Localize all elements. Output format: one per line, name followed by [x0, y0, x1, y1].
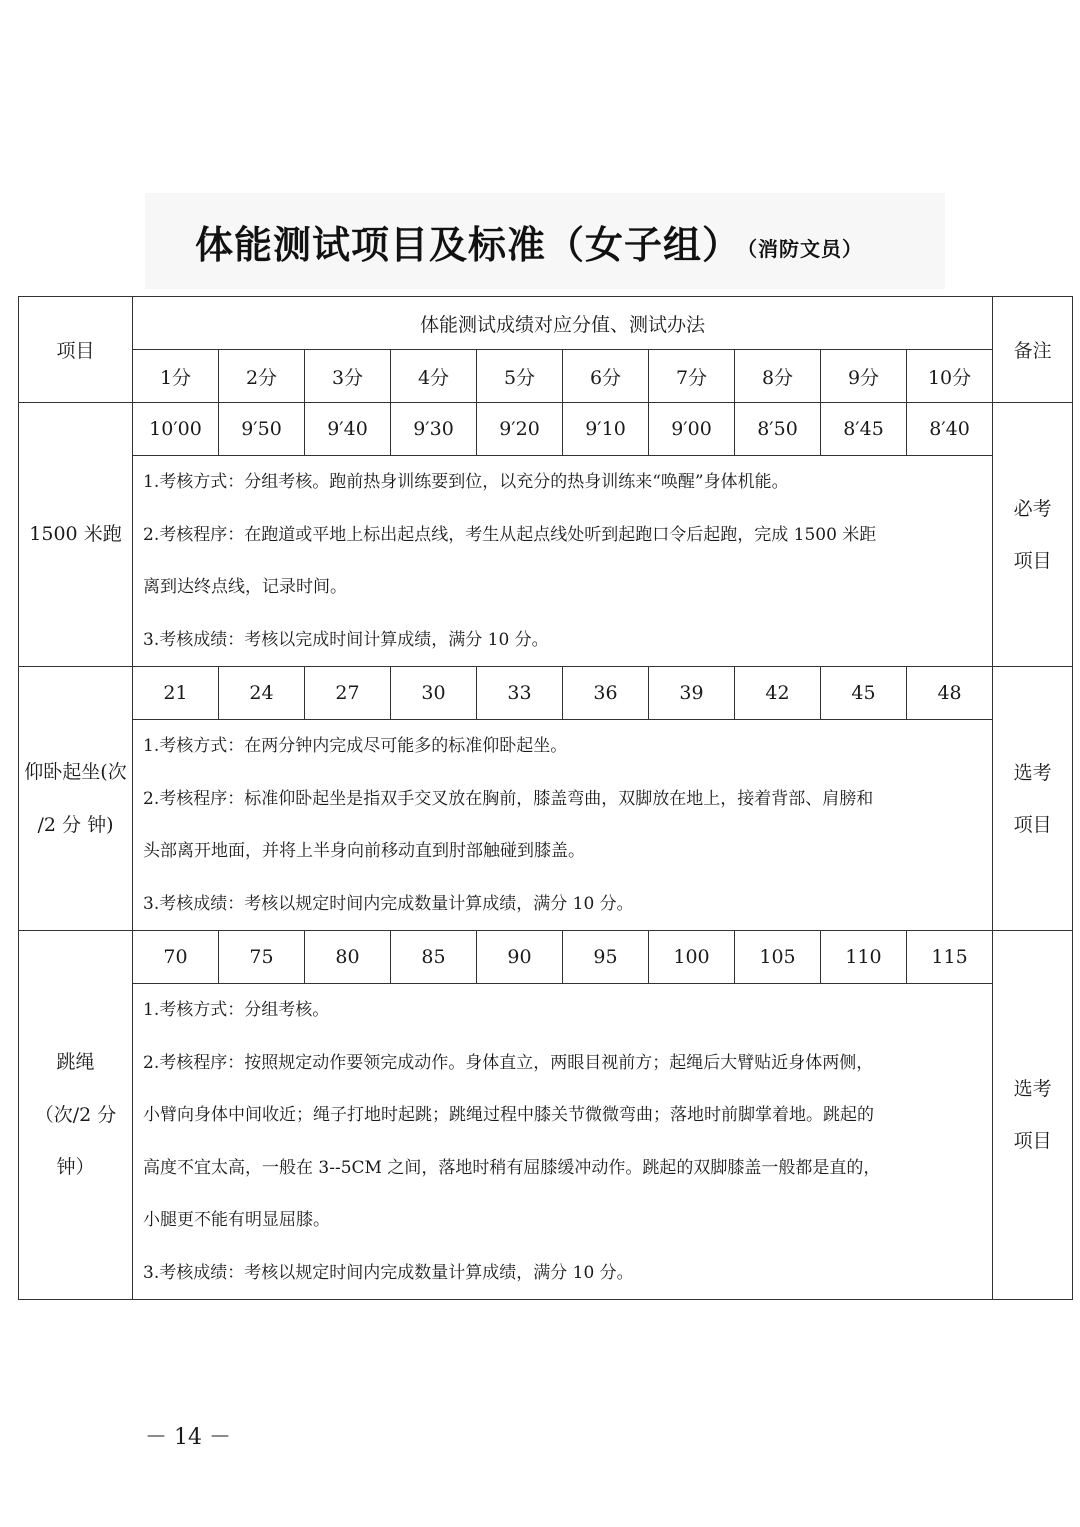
score-value-cell: 95	[563, 931, 649, 984]
score-value-cell: 42	[735, 667, 821, 720]
note-line: 项目	[1013, 1130, 1052, 1152]
note-cell	[993, 403, 1073, 667]
table-body	[19, 297, 1073, 1300]
score-value-cell: 9′20	[477, 403, 563, 456]
score-value-cell: 80	[305, 931, 391, 984]
score-value-cell: 10′00	[133, 403, 219, 456]
score-value-cell: 36	[563, 667, 649, 720]
note-line: 必考	[1013, 497, 1052, 520]
score-value-cell: 48	[907, 667, 993, 720]
item-name-cell	[19, 667, 133, 931]
description-cell	[133, 984, 993, 1300]
description-line: 2.考核程序：按照规定动作要领完成动作。身体直立，两眼目视前方；起绳后大臂贴近身体两侧，	[143, 1052, 874, 1073]
description-line: 1.考核方式：分组考核。跑前热身训练要到位，以充分的热身训练来“唤醒”身体机能。	[143, 472, 789, 492]
item-name-line: 钟）	[56, 1156, 95, 1179]
score-value-cell: 27	[305, 667, 391, 720]
item-name-cell	[19, 931, 133, 1300]
fitness-standards-table	[18, 296, 1073, 1300]
score-value-cell: 70	[133, 931, 219, 984]
header-method-cell: 体能测试成绩对应分值、测试办法	[133, 297, 993, 350]
score-header-cell: 1分	[133, 350, 219, 403]
score-header-cell: 7分	[649, 350, 735, 403]
item-name-line: 跳绳	[56, 1051, 95, 1074]
score-values-row	[19, 403, 1073, 456]
header-note-cell: 备注	[993, 297, 1073, 403]
score-value-cell: 9′40	[305, 403, 391, 456]
score-value-cell: 8′45	[821, 403, 907, 456]
score-value-cell: 33	[477, 667, 563, 720]
score-value-cell: 8′50	[735, 403, 821, 456]
score-header-cell: 4分	[391, 350, 477, 403]
score-value-cell: 8′40	[907, 403, 993, 456]
title-main: 体能测试项目及标准（女子组）	[195, 223, 742, 267]
score-value-cell: 105	[735, 931, 821, 984]
score-value-cell: 110	[821, 931, 907, 984]
item-name-line: 1500 米跑	[29, 523, 122, 546]
score-header-cell: 8分	[735, 350, 821, 403]
score-value-cell: 30	[391, 667, 477, 720]
score-header-cell: 6分	[563, 350, 649, 403]
score-header-row	[19, 350, 1073, 403]
description-line: 3.考核成绩：考核以规定时间内完成数量计算成绩，满分 10 分。	[143, 1262, 634, 1283]
score-value-cell: 9′00	[649, 403, 735, 456]
score-value-cell: 9′50	[219, 403, 305, 456]
note-line: 项目	[1013, 549, 1052, 572]
description-line: 3.考核成绩：考核以规定时间内完成数量计算成绩，满分 10 分。	[143, 893, 634, 914]
score-header-cell: 2分	[219, 350, 305, 403]
score-value-cell: 39	[649, 667, 735, 720]
page-number: － 14 －	[145, 1425, 231, 1450]
description-row	[19, 720, 1073, 931]
description-line: 小腿更不能有明显屈膝。	[143, 1210, 330, 1230]
score-value-cell: 100	[649, 931, 735, 984]
item-name-line: /2 分 钟)	[37, 813, 114, 836]
description-cell	[133, 456, 993, 667]
note-line: 选考	[1013, 761, 1052, 784]
score-values-row	[19, 931, 1073, 984]
description-row	[19, 984, 1073, 1300]
score-values-row	[19, 667, 1073, 720]
score-value-cell: 9′10	[563, 403, 649, 456]
header-item-cell: 项目	[19, 297, 133, 403]
header-row	[19, 297, 1073, 350]
description-line: 1.考核方式：分组考核。	[143, 1000, 330, 1020]
page-title	[195, 214, 863, 269]
description-line: 3.考核成绩：考核以完成时间计算成绩，满分 10 分。	[143, 629, 549, 650]
description-line: 2.考核程序：在跑道或平地上标出起点线，考生从起点线处听到起跑口令后起跑，完成 1500 米距	[143, 524, 877, 545]
title-subtitle: （消防文员）	[747, 237, 864, 261]
score-value-cell: 90	[477, 931, 563, 984]
description-line: 2.考核程序：标准仰卧起坐是指双手交叉放在胸前，膝盖弯曲，双脚放在地上，接着背部、肩膀和	[143, 788, 874, 809]
description-line: 1.考核方式：在两分钟内完成尽可能多的标准仰卧起坐。	[143, 736, 568, 756]
note-cell	[993, 931, 1073, 1300]
score-value-cell: 115	[907, 931, 993, 984]
description-cell	[133, 720, 993, 931]
note-cell	[993, 667, 1073, 931]
score-value-cell: 24	[219, 667, 305, 720]
score-value-cell: 21	[133, 667, 219, 720]
score-header-cell: 9分	[821, 350, 907, 403]
note-line: 选考	[1013, 1078, 1052, 1100]
score-value-cell: 75	[219, 931, 305, 984]
score-header-cell: 10分	[907, 350, 993, 403]
score-value-cell: 45	[821, 667, 907, 720]
score-value-cell: 9′30	[391, 403, 477, 456]
score-header-cell: 3分	[305, 350, 391, 403]
item-name-line: 仰卧起坐(次	[24, 761, 127, 783]
description-line: 头部离开地面，并将上半身向前移动直到肘部触碰到膝盖。	[143, 841, 585, 861]
description-line: 小臂向身体中间收近；绳子打地时起跳；跳绳过程中膝关节微微弯曲；落地时前脚掌着地。跳起的	[143, 1105, 874, 1125]
description-line: 高度不宜太高，一般在 3--5CM 之间，落地时稍有屈膝缓冲动作。跳起的双脚膝盖一般都是直的，	[143, 1157, 881, 1178]
description-line: 离到达终点线，记录时间。	[143, 577, 347, 597]
note-line: 项目	[1013, 813, 1052, 836]
score-value-cell: 85	[391, 931, 477, 984]
description-row	[19, 456, 1073, 667]
item-name-cell	[19, 403, 133, 667]
score-header-cell: 5分	[477, 350, 563, 403]
item-name-line: （次/2 分	[34, 1103, 117, 1126]
